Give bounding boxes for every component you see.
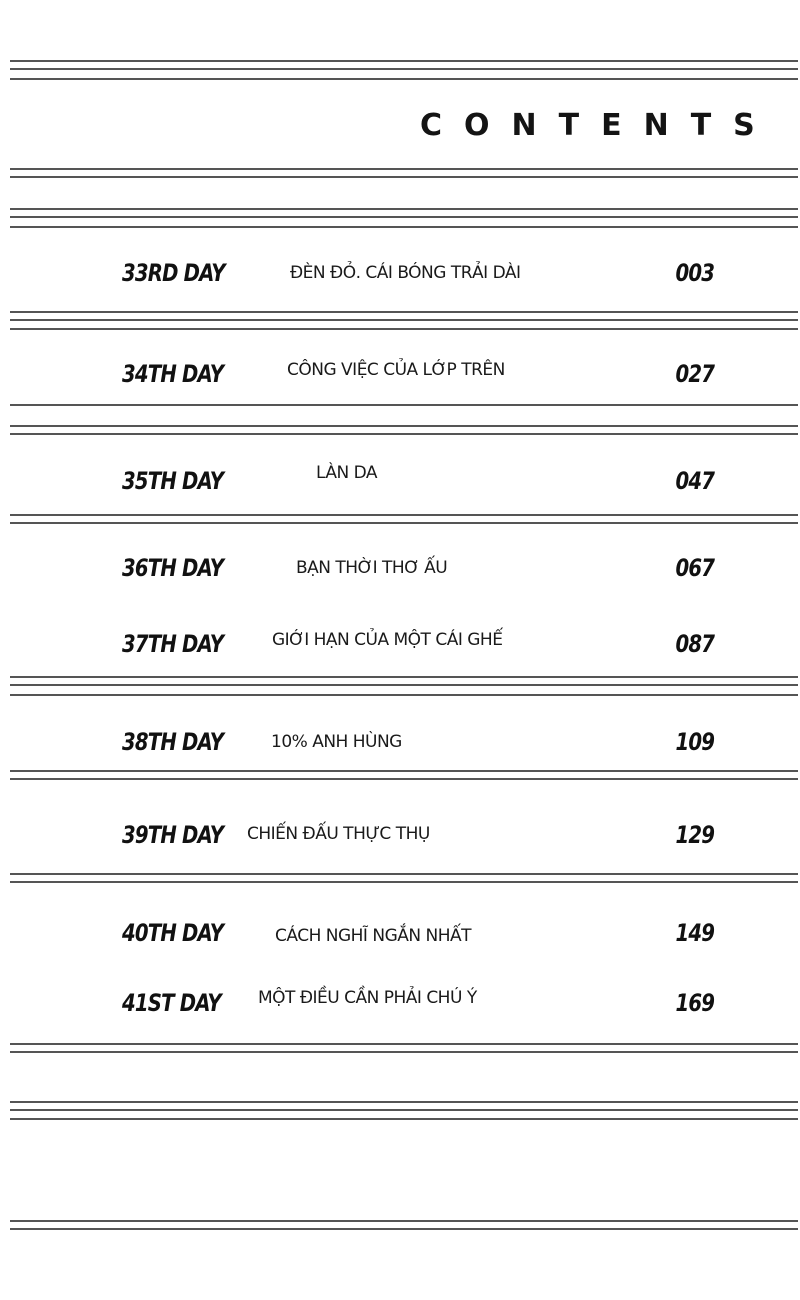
divider-rule bbox=[10, 1101, 798, 1111]
divider-rule bbox=[10, 1220, 798, 1230]
contents-entry bbox=[0, 722, 800, 762]
entry-day: 34TH DAY bbox=[122, 360, 224, 388]
entry-day: 33RD DAY bbox=[122, 259, 225, 287]
entry-page-number: 149 bbox=[675, 919, 714, 947]
contents-entry bbox=[0, 253, 800, 293]
divider-rule bbox=[10, 78, 798, 80]
contents-entry bbox=[0, 983, 800, 1023]
contents-entry bbox=[0, 815, 800, 855]
entry-day: 40TH DAY bbox=[122, 919, 224, 947]
entry-page-number: 027 bbox=[675, 360, 714, 388]
entry-page-number: 129 bbox=[675, 821, 714, 849]
contents-entry bbox=[0, 624, 800, 664]
entry-day: 37TH DAY bbox=[122, 630, 224, 658]
divider-rule bbox=[10, 1118, 798, 1120]
entry-day: 36TH DAY bbox=[122, 554, 224, 582]
divider-rule bbox=[10, 208, 798, 218]
divider-rule bbox=[10, 60, 798, 70]
entry-page-number: 047 bbox=[675, 467, 714, 495]
divider-rule bbox=[10, 676, 798, 686]
divider-rule bbox=[10, 514, 798, 524]
entry-page-number: 067 bbox=[675, 554, 714, 582]
entry-day: 35TH DAY bbox=[122, 467, 224, 495]
entry-chapter-title: CHIẾN ĐẤU THỰC THỤ bbox=[247, 824, 430, 844]
contents-entry bbox=[0, 913, 800, 953]
entry-chapter-title: ĐÈN ĐỎ. CÁI BÓNG TRẢI DÀI bbox=[290, 263, 521, 283]
contents-title: CONTENTS bbox=[420, 108, 777, 143]
entry-day: 38TH DAY bbox=[122, 728, 224, 756]
divider-rule bbox=[10, 404, 798, 406]
entry-page-number: 003 bbox=[675, 259, 714, 287]
divider-rule bbox=[10, 226, 798, 228]
entry-chapter-title: GIỚI HẠN CỦA MỘT CÁI GHẾ bbox=[272, 630, 503, 650]
entry-page-number: 169 bbox=[675, 989, 714, 1017]
divider-rule bbox=[10, 770, 798, 780]
entry-chapter-title: CÁCH NGHĨ NGẮN NHẤT bbox=[275, 926, 472, 946]
entry-day: 39TH DAY bbox=[122, 821, 224, 849]
divider-rule bbox=[10, 425, 798, 435]
contents-entry bbox=[0, 461, 800, 501]
divider-rule bbox=[10, 168, 798, 178]
contents-entry bbox=[0, 354, 800, 394]
entry-chapter-title: MỘT ĐIỀU CẦN PHẢI CHÚ Ý bbox=[258, 988, 477, 1008]
entry-chapter-title: 10% ANH HÙNG bbox=[271, 732, 402, 752]
divider-rule bbox=[10, 873, 798, 883]
contents-entry bbox=[0, 548, 800, 588]
divider-rule bbox=[10, 694, 798, 696]
divider-rule bbox=[10, 1043, 798, 1053]
entry-chapter-title: CÔNG VIỆC CỦA LỚP TRÊN bbox=[287, 360, 505, 380]
divider-rule bbox=[10, 311, 798, 321]
divider-rule bbox=[10, 328, 798, 330]
entry-page-number: 087 bbox=[675, 630, 714, 658]
entry-chapter-title: BẠN THỜI THƠ ẤU bbox=[296, 558, 448, 578]
entry-page-number: 109 bbox=[675, 728, 714, 756]
entry-chapter-title: LÀN DA bbox=[316, 463, 378, 483]
entry-day: 41ST DAY bbox=[122, 989, 221, 1017]
